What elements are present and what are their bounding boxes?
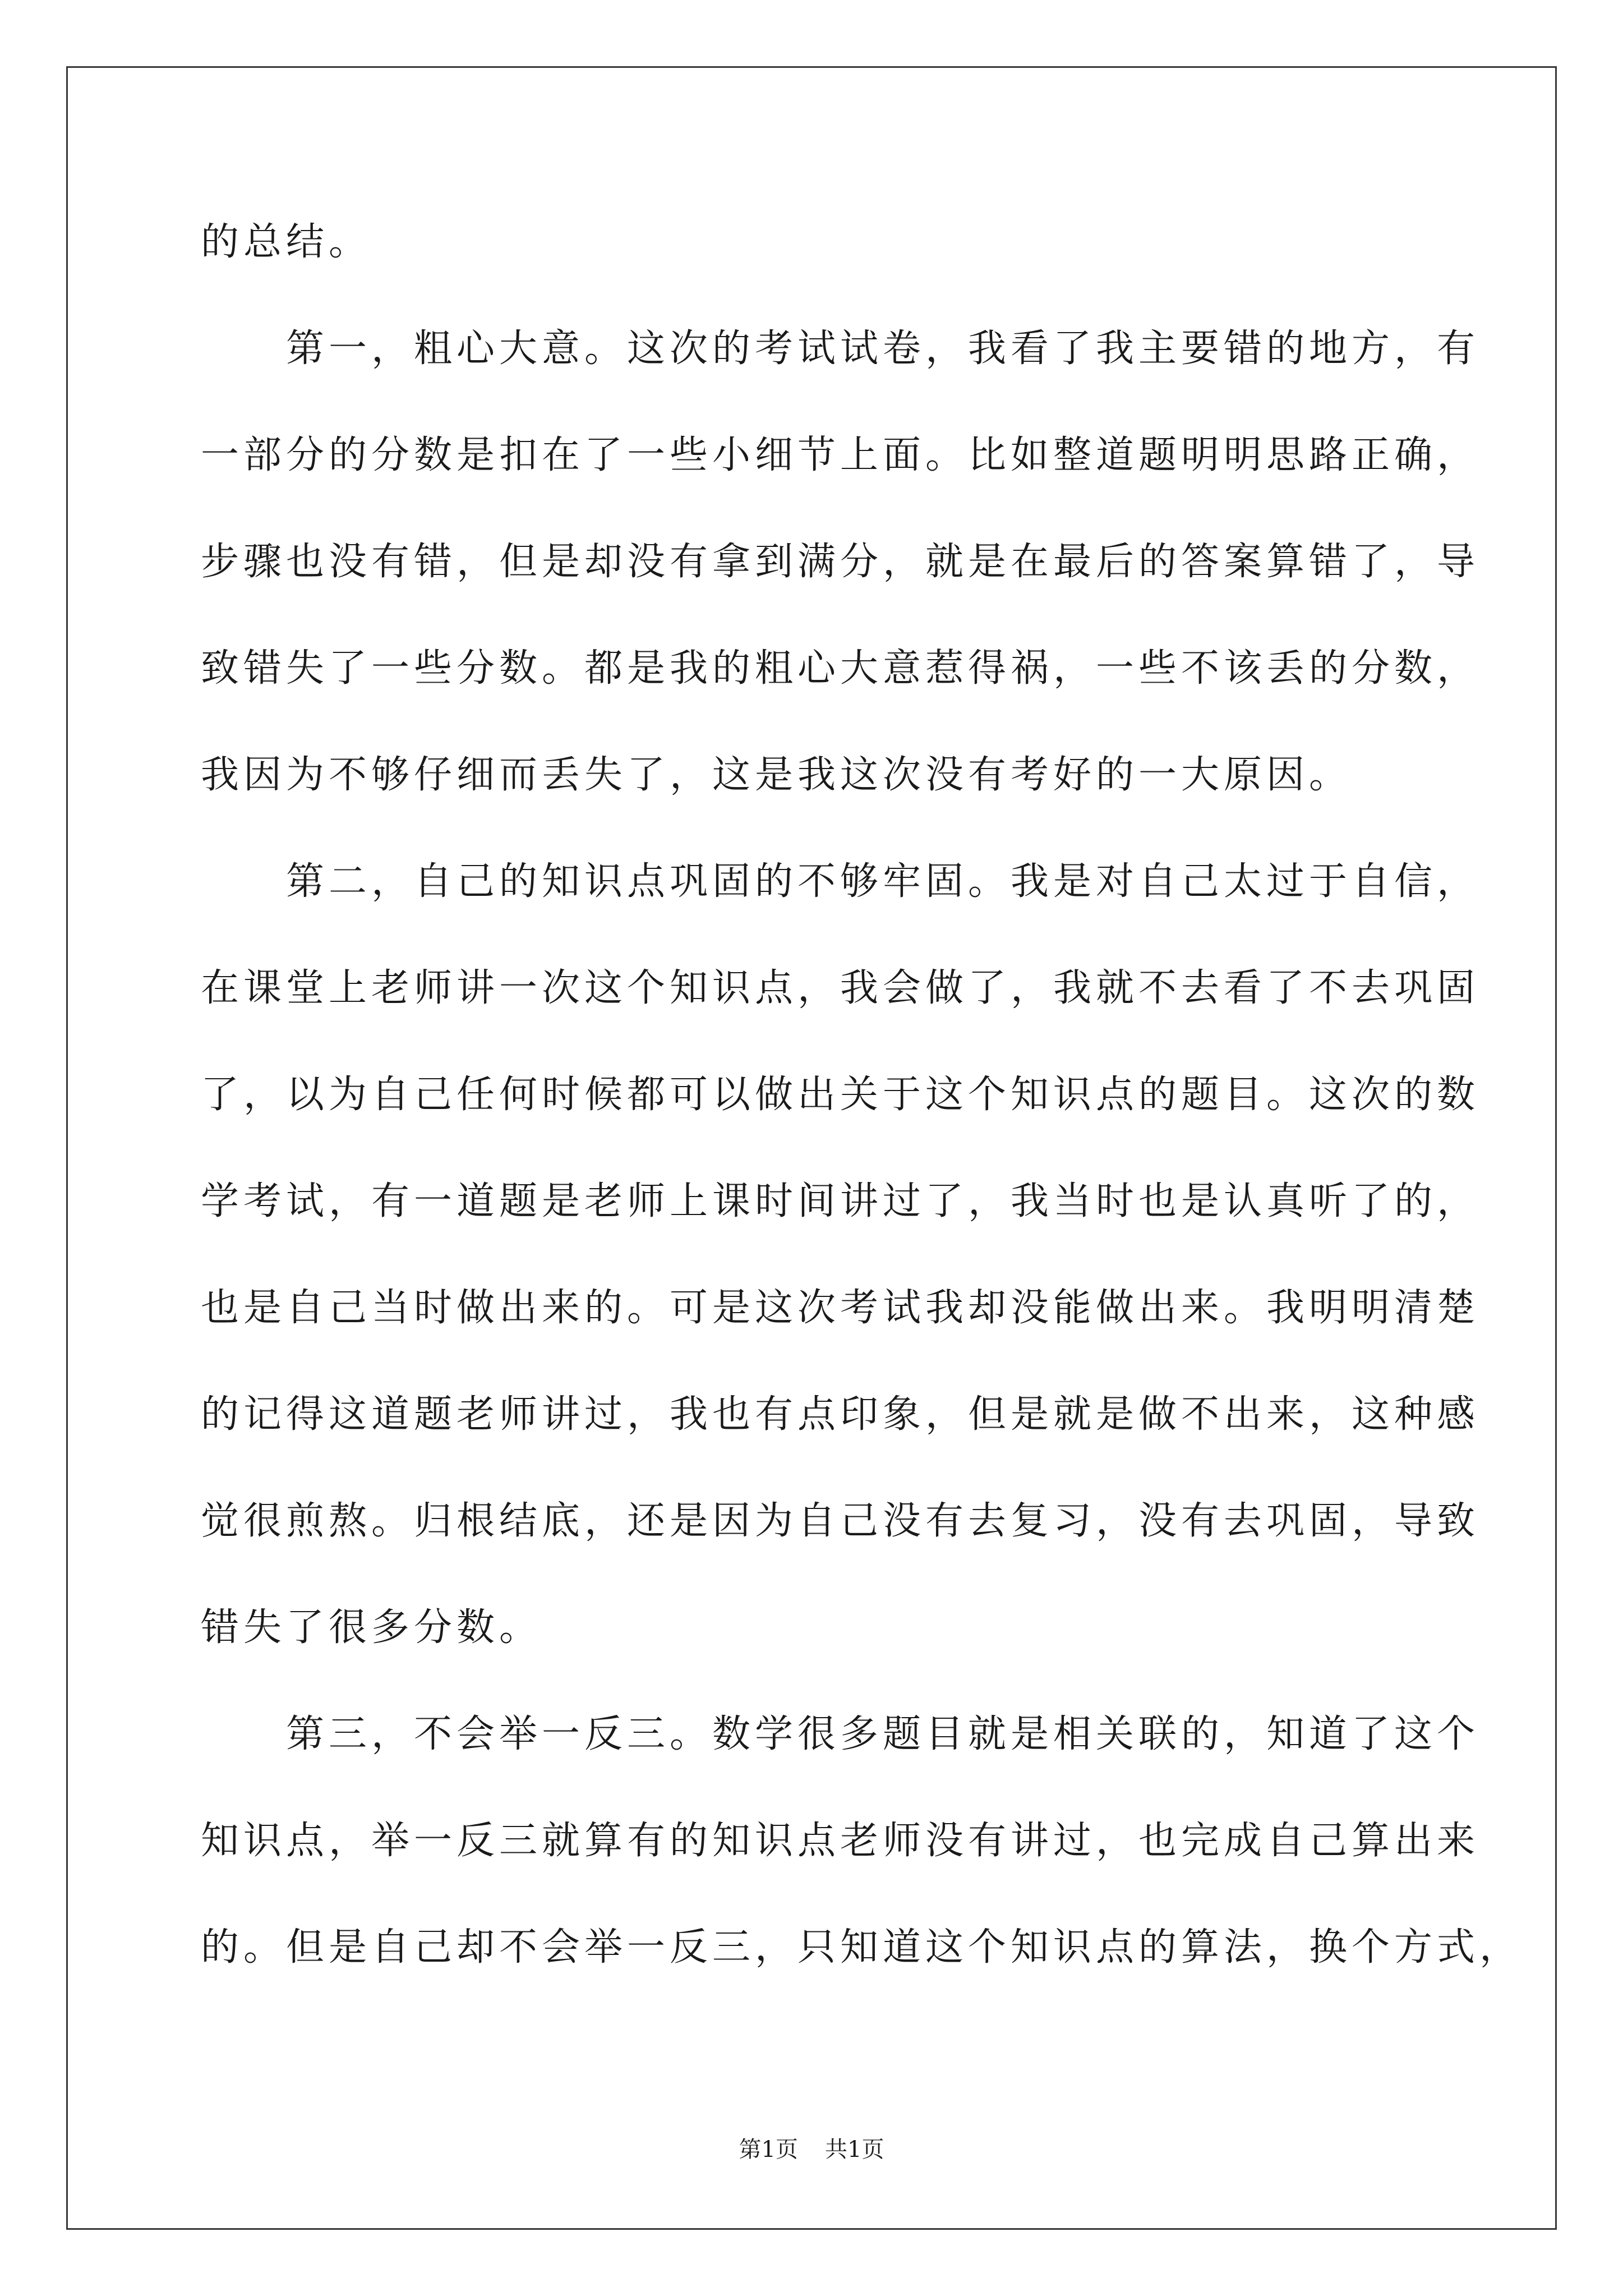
text-line: 了，以为自己任何时候都可以做出关于这个知识点的题目。这次的数 bbox=[201, 1073, 1480, 1117]
text-line: 第二，自己的知识点巩固的不够牢固。我是对自己太过于自信， bbox=[201, 859, 1480, 904]
text-line: 觉很煎熬。归根结底，还是因为自己没有去复习，没有去巩固，导致 bbox=[201, 1499, 1480, 1543]
text-line: 的总结。 bbox=[201, 220, 372, 264]
page-number-current: 第1页 bbox=[739, 2137, 798, 2162]
text-line: 的。但是自己却不会举一反三，只知道这个知识点的算法，换个方式， bbox=[201, 1925, 1523, 1970]
text-line: 我因为不够仔细而丢失了，这是我这次没有考好的一大原因。 bbox=[201, 753, 1352, 797]
text-line: 致错失了一些分数。都是我的粗心大意惹得祸，一些不该丢的分数， bbox=[201, 646, 1480, 691]
text-line: 知识点，举一反三就算有的知识点老师没有讲过，也完成自己算出来 bbox=[201, 1819, 1480, 1863]
page-number-total: 共1页 bbox=[825, 2137, 884, 2162]
page-border bbox=[66, 66, 1557, 2230]
text-line: 步骤也没有错，但是却没有拿到满分，就是在最后的答案算错了，导 bbox=[201, 540, 1480, 584]
page-footer bbox=[0, 2132, 1623, 2164]
text-line: 一部分的分数是扣在了一些小细节上面。比如整道题明明思路正确， bbox=[201, 433, 1480, 477]
text-line: 学考试，有一道题是老师上课时间讲过了，我当时也是认真听了的， bbox=[201, 1179, 1480, 1223]
text-line: 的记得这道题老师讲过，我也有点印象，但是就是做不出来，这种感 bbox=[201, 1392, 1480, 1437]
text-line: 第一，粗心大意。这次的考试试卷，我看了我主要错的地方，有 bbox=[201, 326, 1480, 371]
text-line: 在课堂上老师讲一次这个知识点，我会做了，我就不去看了不去巩固 bbox=[201, 966, 1480, 1010]
text-line: 第三，不会举一反三。数学很多题目就是相关联的，知道了这个 bbox=[201, 1712, 1480, 1756]
text-line: 也是自己当时做出来的。可是这次考试我却没能做出来。我明明清楚 bbox=[201, 1286, 1480, 1330]
text-line: 错失了很多分数。 bbox=[201, 1605, 542, 1650]
